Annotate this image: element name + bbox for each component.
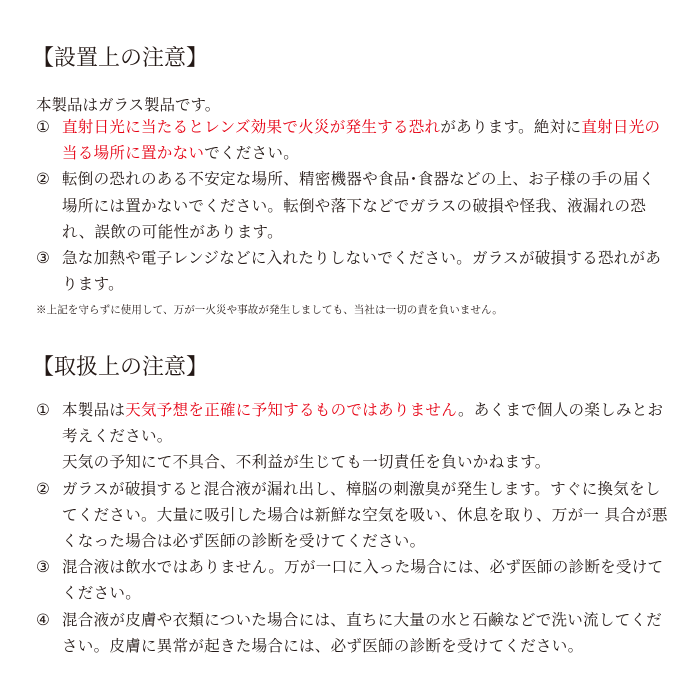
installation-item-2 — [36, 166, 668, 245]
item-number: ③ — [36, 249, 51, 268]
item-text: があります。絶対に — [440, 118, 582, 136]
handling-list — [36, 397, 668, 659]
installation-intro: 本製品はガラス製品です。 — [36, 96, 221, 114]
handling-item-1 — [36, 397, 668, 476]
item-number: ② — [36, 479, 51, 498]
fire-warning: 直射日光に当たるとレンズ効果で火災が発生する恐れ — [62, 118, 441, 136]
item-text: 急な加熱や電子レンジなどに入れたりしないでください。ガラスが破損する恐れがあります。 — [62, 249, 662, 294]
disclaimer-note: ※上記を守らずに使用して、万が一火災や事故が発生しましても、当社は一切の責を負いません。 — [36, 304, 503, 316]
item-text: 混合液が皮膚や衣類についた場合には、直ちに大量の水と石鹸などで洗い流してください。皮膚に異常が起きた場合には、必ず医師の診断を受けてください。 — [62, 610, 663, 655]
handling-item-4 — [36, 607, 668, 659]
item-text: 転倒の恐れのある不安定な場所、精密機器や食品･食器などの上、お子様の手の届く場所には置かないでください。転倒や落下などでガラスの破損や怪我、液漏れの恐れ、誤飲の可能性があります。 — [62, 170, 655, 241]
forecast-warning: 天気予想を正確に予知するものではありません — [125, 401, 458, 419]
installation-heading: 【設置上の注意】 — [32, 46, 209, 71]
item-number: ③ — [36, 558, 51, 577]
handling-item-2 — [36, 476, 668, 555]
installation-item-3 — [36, 245, 668, 297]
item-text: 。あくまで個人の楽しみとお考えください。 — [62, 401, 664, 446]
installation-list — [36, 114, 668, 297]
item-number: ① — [36, 401, 51, 419]
item-text: 混合液は飲水ではありません。万が一口に入った場合には、必ず医師の診断を受けてください。 — [62, 558, 664, 603]
item-text: でください。 — [204, 144, 300, 163]
item-text: 本製品は — [62, 401, 126, 419]
sunlight-warning: 直射日光の当る場所に置かない — [62, 118, 661, 163]
liability-text: 天気の予知にて不具合、不利益が生じても一切責任を負いかねます。 — [62, 453, 551, 472]
item-text: ガラスが破損すると混合液が漏れ出し、樟脳の刺激臭が発生します。すぐに換気をしてください。大量に吸引した場合は新鮮な空気を吸い、休息を取り、万が一 具合が悪くなった場合は必ず医師の診断を受けてください。 — [62, 479, 668, 551]
installation-item-1 — [36, 114, 668, 166]
item-number: ② — [36, 170, 51, 189]
item-number: ① — [36, 118, 51, 136]
item-number: ④ — [36, 610, 51, 629]
handling-item-3 — [36, 554, 668, 606]
handling-heading: 【取扱上の注意】 — [32, 355, 209, 380]
